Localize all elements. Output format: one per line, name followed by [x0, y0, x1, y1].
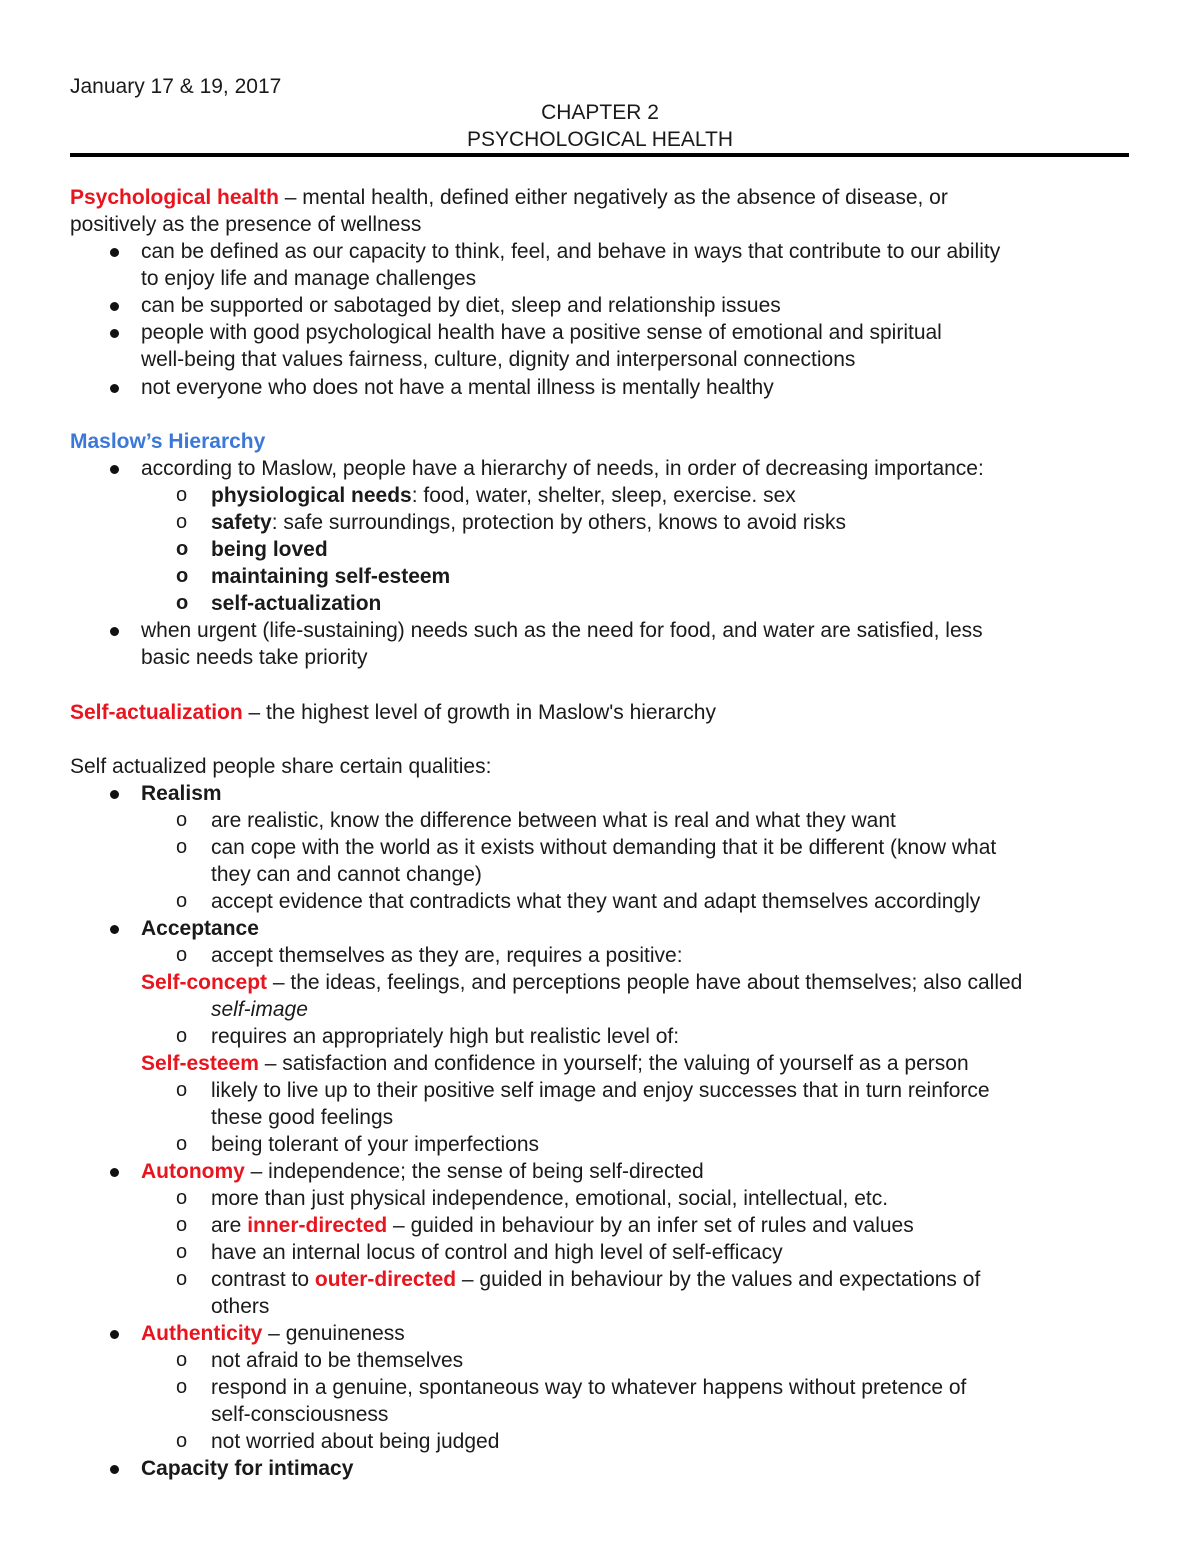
- sub-list-item: being tolerant of your imperfections: [211, 1133, 540, 1156]
- sub-list-item: likely to live up to their positive self image and enjoy successes that in turn reinforce: [211, 1079, 990, 1102]
- psych-health-definition: [70, 184, 948, 211]
- term-inner-directed: inner-directed: [247, 1214, 388, 1237]
- term-outer-directed: outer-directed: [314, 1268, 457, 1291]
- psych-health-definition-cont: positively as the presence of wellness: [70, 213, 422, 236]
- definition-text: – the ideas, feelings, and perceptions people have about themselves; also called: [267, 971, 1023, 994]
- need-description: : food, water, shelter, sleep, exercise. sex: [411, 484, 796, 507]
- list-item-cont: basic needs take priority: [141, 646, 368, 669]
- bullet-icon: [110, 925, 119, 934]
- bullet-icon: [110, 1465, 119, 1474]
- sub-list-item-cont: others: [211, 1295, 270, 1318]
- sub-bullet-marker: o: [176, 484, 188, 506]
- sub-list-item: accept themselves as they are, requires a positive:: [211, 944, 683, 967]
- text: – guided in behaviour by an infer set of rules and values: [387, 1214, 914, 1237]
- bullet-icon: [110, 790, 119, 799]
- sub-bullet-marker: o: [176, 1214, 188, 1236]
- bullet-icon: [110, 627, 119, 636]
- sub-list-item: are realistic, know the difference between what is real and what they want: [211, 809, 896, 832]
- quality-capacity-for-intimacy: Capacity for intimacy: [141, 1457, 354, 1480]
- text: – guided in behaviour by the values and expectations of: [456, 1268, 981, 1291]
- definition-text: – independence; the sense of being self-directed: [244, 1160, 704, 1183]
- list-item: can be defined as our capacity to think, feel, and behave in ways that contribute to our ability: [141, 240, 1001, 263]
- need-physiological: [211, 482, 796, 509]
- sub-bullet-marker: o: [176, 592, 189, 614]
- sub-list-item: have an internal locus of control and high level of self-efficacy: [211, 1241, 783, 1264]
- quality-authenticity: [141, 1320, 405, 1347]
- term-physiological-needs: physiological needs: [211, 484, 412, 507]
- sub-bullet-marker: o: [176, 809, 188, 831]
- bullet-icon: [110, 1330, 119, 1339]
- sub-list-item-cont: these good feelings: [211, 1106, 394, 1129]
- text: contrast to: [211, 1268, 315, 1291]
- chapter-title: CHAPTER 2: [541, 101, 659, 124]
- quality-acceptance: Acceptance: [141, 917, 259, 940]
- sub-bullet-marker: o: [176, 1187, 188, 1209]
- term-psychological-health: Psychological health: [70, 186, 279, 209]
- need-safety: [211, 509, 846, 536]
- definition-text: – genuineness: [262, 1322, 405, 1345]
- list-item: when urgent (life-sustaining) needs such as the need for food, and water are satisfied, less: [141, 619, 983, 642]
- sub-bullet-marker: o: [176, 565, 189, 587]
- quality-realism: Realism: [141, 782, 222, 805]
- sub-list-item: requires an appropriately high but realistic level of:: [211, 1025, 680, 1048]
- bullet-icon: [110, 329, 119, 338]
- sub-bullet-marker: o: [176, 1376, 188, 1398]
- sub-bullet-marker: o: [176, 1133, 188, 1155]
- bullet-icon: [110, 465, 119, 474]
- definition-text: – satisfaction and confidence in yourself; the valuing of yourself as a person: [258, 1052, 969, 1075]
- quality-autonomy: [141, 1158, 704, 1185]
- term-authenticity: Authenticity: [141, 1322, 263, 1345]
- sub-bullet-marker: o: [176, 944, 188, 966]
- term-autonomy: Autonomy: [141, 1160, 245, 1183]
- need-being-loved: being loved: [211, 538, 328, 561]
- sub-bullet-marker: o: [176, 1025, 188, 1047]
- sub-bullet-marker: o: [176, 1430, 188, 1452]
- sub-list-item: not worried about being judged: [211, 1430, 500, 1453]
- list-item: according to Maslow, people have a hierarchy of needs, in order of decreasing importance:: [141, 457, 984, 480]
- self-image-term: self-image: [211, 998, 308, 1021]
- definition-text: – the highest level of growth in Maslow's hierarchy: [242, 701, 716, 724]
- sub-list-item: [211, 1212, 914, 1239]
- heading-maslows-hierarchy: Maslow’s Hierarchy: [70, 430, 266, 453]
- sub-list-item: not afraid to be themselves: [211, 1349, 464, 1372]
- sub-bullet-marker: o: [176, 1241, 188, 1263]
- sub-bullet-marker: o: [176, 1268, 188, 1290]
- need-self-esteem: maintaining self-esteem: [211, 565, 451, 588]
- definition-text: – mental health, defined either negatively as the absence of disease, or: [278, 186, 948, 209]
- list-item: can be supported or sabotaged by diet, sleep and relationship issues: [141, 294, 781, 317]
- term-self-concept: Self-concept: [141, 971, 268, 994]
- need-self-actualization: self-actualization: [211, 592, 382, 615]
- text: are: [211, 1214, 248, 1237]
- sub-bullet-marker: o: [176, 890, 188, 912]
- sub-bullet-marker: o: [176, 836, 188, 858]
- list-item-cont: well-being that values fairness, culture, dignity and interpersonal connections: [141, 348, 856, 371]
- term-self-actualization: Self-actualization: [70, 701, 243, 724]
- sub-list-item: [211, 1266, 980, 1293]
- bullet-icon: [110, 248, 119, 257]
- need-description: : safe surroundings, protection by others, knows to avoid risks: [271, 511, 846, 534]
- list-item: not everyone who does not have a mental illness is mentally healthy: [141, 376, 774, 399]
- document-date: January 17 & 19, 2017: [70, 75, 282, 98]
- sub-bullet-marker: o: [176, 538, 189, 560]
- sub-list-item-cont: self-consciousness: [211, 1403, 389, 1426]
- sub-list-item: more than just physical independence, emotional, social, intellectual, etc.: [211, 1187, 889, 1210]
- self-esteem-definition: [141, 1050, 969, 1077]
- sub-list-item: accept evidence that contradicts what they want and adapt themselves accordingly: [211, 890, 981, 913]
- sub-bullet-marker: o: [176, 1079, 188, 1101]
- bullet-icon: [110, 302, 119, 311]
- chapter-subtitle: PSYCHOLOGICAL HEALTH: [466, 128, 734, 151]
- self-actualization-definition: [70, 699, 716, 726]
- list-item: people with good psychological health have a positive sense of emotional and spiritual: [141, 321, 942, 344]
- qualities-intro: Self actualized people share certain qualities:: [70, 755, 492, 778]
- sub-bullet-marker: o: [176, 511, 188, 533]
- sub-list-item: respond in a genuine, spontaneous way to whatever happens without pretence of: [211, 1376, 967, 1399]
- bullet-icon: [110, 384, 119, 393]
- sub-list-item: can cope with the world as it exists without demanding that it be different (know what: [211, 836, 997, 859]
- bullet-icon: [110, 1168, 119, 1177]
- self-concept-definition: [141, 969, 1022, 996]
- sub-list-item-cont: they can and cannot change): [211, 863, 482, 886]
- term-self-esteem: Self-esteem: [141, 1052, 259, 1075]
- term-safety: safety: [211, 511, 272, 534]
- list-item-cont: to enjoy life and manage challenges: [141, 267, 477, 290]
- title-divider: [70, 153, 1129, 157]
- sub-bullet-marker: o: [176, 1349, 188, 1371]
